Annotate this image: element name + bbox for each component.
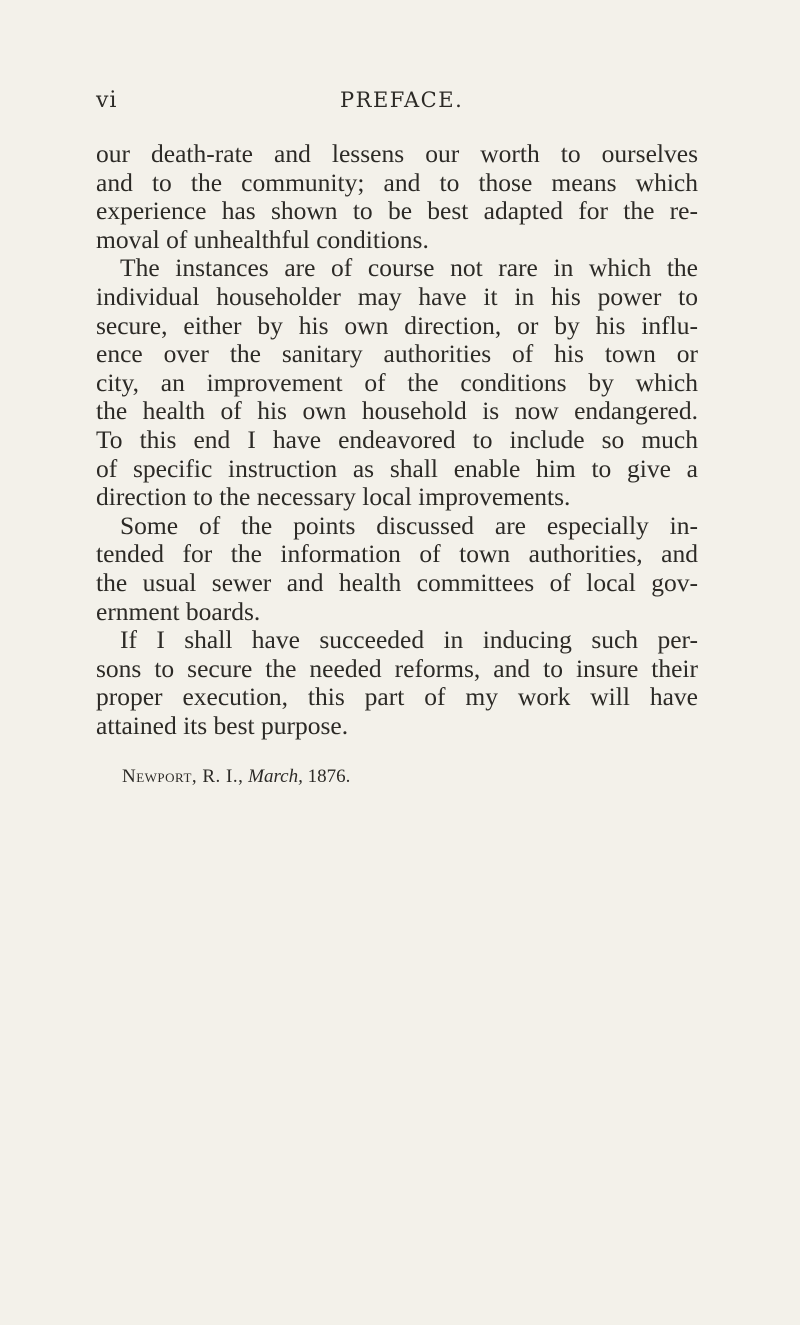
running-title: PREFACE. [340, 88, 464, 112]
text-line: tended for the information of town authorities, and [96, 539, 698, 569]
text-line: Some of the points discussed are especially in- [120, 510, 698, 540]
text-line: individual householder may have it in his power to [96, 281, 698, 311]
text-line: attained its best purpose. [96, 710, 349, 740]
text-line: moval of unhealthful conditions. [96, 224, 429, 254]
text-line: The instances are of course not rare in which the [120, 253, 698, 283]
text-line: our death-rate and lessens our worth to ourselves [96, 139, 698, 168]
text-line: sons to secure the needed reforms, and to insure their [96, 653, 698, 683]
running-head [96, 88, 698, 124]
signature-month: March, [248, 766, 303, 787]
text-line: and to the community; and to those means which [96, 167, 698, 197]
page-number: vi [96, 88, 118, 113]
signature-place: Newport, R. I., [122, 766, 244, 787]
text-line: of specific instruction as shall enable him to give a [96, 453, 698, 483]
text-line: the usual sewer and health committees of local gov- [96, 567, 698, 597]
text-line: To this end I have endeavored to include so much [96, 424, 698, 454]
text-line: proper execution, this part of my work will have [96, 682, 698, 712]
text-line: city, an improvement of the conditions by which [96, 367, 698, 397]
preface-body [96, 140, 698, 740]
text-line: ernment boards. [96, 596, 261, 626]
text-line: secure, either by his own direction, or by his influ- [96, 310, 698, 340]
signature-year: 1876. [307, 766, 351, 787]
text-line: direction to the necessary local improvements. [96, 482, 571, 512]
text-line: experience has shown to be best adapted for the re- [96, 196, 698, 226]
text-line: ence over the sanitary authorities of his town or [96, 339, 698, 369]
signature-dateline [122, 766, 350, 788]
text-line: If I shall have succeeded in inducing such per- [120, 625, 698, 655]
text-line: the health of his own household is now endangered. [96, 396, 698, 426]
